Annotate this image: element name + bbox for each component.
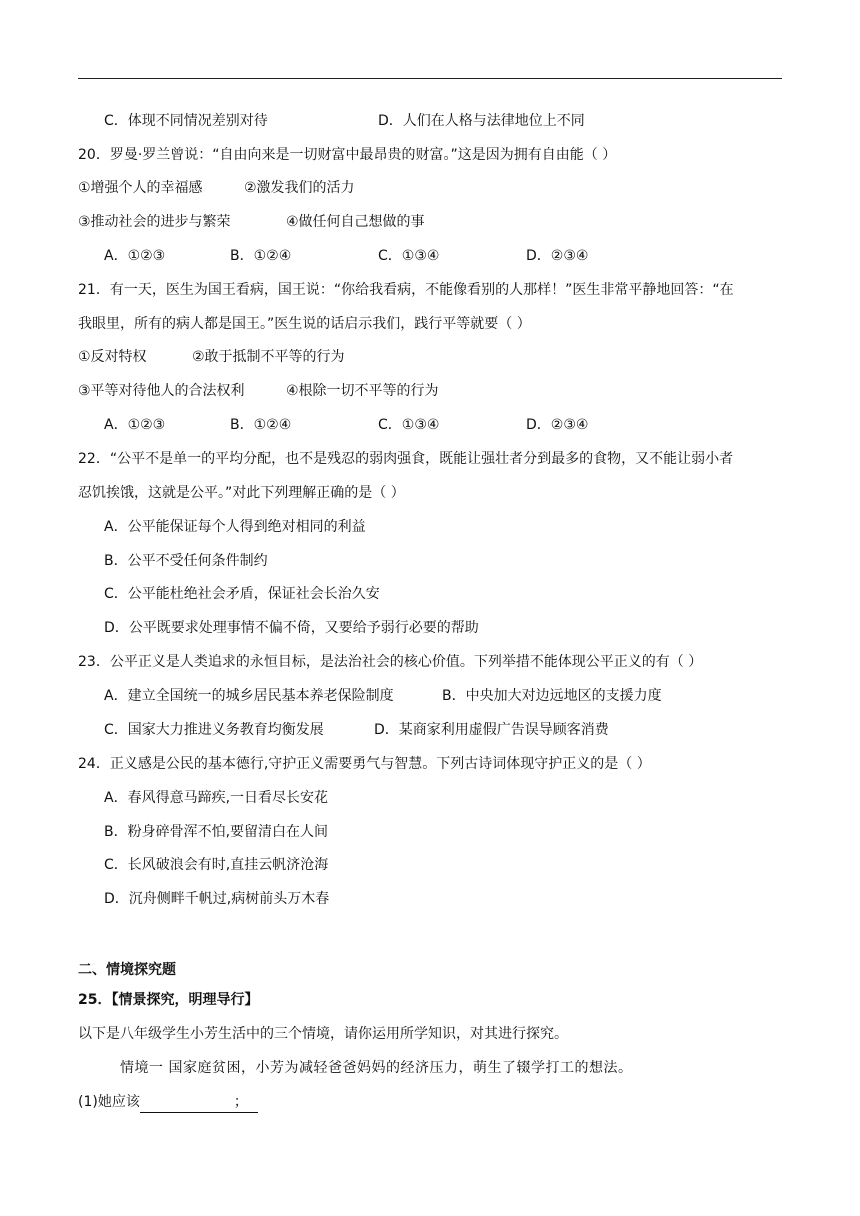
q21-option-d[interactable]: D．②③④ — [526, 417, 589, 433]
q25-sub1-blank[interactable] — [140, 1096, 224, 1113]
q24-option-d[interactable]: D．沉舟侧畔千帆过,病树前头万木春 — [104, 891, 330, 907]
q21-item-3: ③平等对待他人的合法权利 — [78, 383, 245, 399]
q22-stem-line1: 22．“公平不是单一的平均分配，也不是残忍的弱肉强食，既能让强壮者分到最多的食物，又不能让弱小者 — [78, 451, 734, 467]
q25-sub1-suffix: ； — [224, 1092, 258, 1113]
q20-option-a[interactable]: A．①②③ — [104, 248, 166, 264]
q21-item-4: ④根除一切不平等的行为 — [286, 383, 439, 399]
q20-stem: 20．罗曼·罗兰曾说：“自由向来是一切财富中最昂贵的财富。”这是因为拥有自由能（ ） — [78, 147, 617, 163]
q22-option-c[interactable]: C．公平能杜绝社会矛盾，保证社会长治久安 — [104, 586, 380, 602]
q21-option-b[interactable]: B．①②④ — [230, 417, 292, 433]
q25-sub1-prefix: (1)她应该 — [78, 1094, 140, 1110]
q20-item-4: ④做任何自己想做的事 — [286, 214, 425, 230]
q20-option-c[interactable]: C．①③④ — [378, 248, 440, 264]
q24-option-c[interactable]: C．长风破浪会有时,直挂云帆济沧海 — [104, 857, 329, 873]
q24-stem: 24．正义感是公民的基本德行,守护正义需要勇气与智慧。下列古诗词体现守护正义的是（ ） — [78, 756, 651, 772]
q24-option-a[interactable]: A．春风得意马蹄疾,一日看尽长安花 — [104, 790, 329, 806]
q21-item-1: ①反对特权 — [78, 349, 147, 365]
q22-option-a[interactable]: A．公平能保证每个人得到绝对相同的利益 — [104, 519, 366, 535]
q22-stem-line2: 忍饥挨饿，这就是公平。”对此下列理解正确的是（ ） — [78, 485, 405, 501]
q25-scenario-1: 情境一 国家庭贫困，小芳为减轻爸爸妈妈的经济压力，萌生了辍学打工的想法。 — [120, 1060, 633, 1076]
q20-item-2: ②激发我们的活力 — [244, 180, 355, 196]
q25-title: 25．【情景探究，明理导行】 — [78, 992, 259, 1008]
section-title: 二、情境探究题 — [78, 962, 176, 978]
q20-item-1: ①增强个人的幸福感 — [78, 180, 203, 196]
q25-intro: 以下是八年级学生小芳生活中的三个情境，请你运用所学知识，对其进行探究。 — [78, 1026, 568, 1042]
q21-stem-line1: 21．有一天，医生为国王看病，国王说：“你给我看病，不能像看别的人那样！”医生非常平静地回答：“在 — [78, 282, 734, 298]
q21-option-c[interactable]: C．①③④ — [378, 417, 440, 433]
q23-option-b[interactable]: B．中央加大对边远地区的支援力度 — [442, 688, 662, 704]
q23-option-d[interactable]: D．某商家利用虚假广告误导顾客消费 — [374, 722, 609, 738]
q21-item-2: ②敢于抵制不平等的行为 — [192, 349, 345, 365]
header-rule — [78, 78, 782, 79]
q20-option-b[interactable]: B．①②④ — [230, 248, 292, 264]
q23-option-a[interactable]: A．建立全国统一的城乡居民基本养老保险制度 — [104, 688, 394, 704]
q21-option-a[interactable]: A．①②③ — [104, 417, 166, 433]
q25-sub1 — [78, 1092, 258, 1113]
q20-item-3: ③推动社会的进步与繁荣 — [78, 214, 231, 230]
q19-option-c[interactable]: C．体现不同情况差别对待 — [104, 113, 268, 129]
q23-option-c[interactable]: C．国家大力推进义务教育均衡发展 — [104, 722, 324, 738]
q19-option-d[interactable]: D．人们在人格与法律地位上不同 — [378, 113, 585, 129]
q22-option-b[interactable]: B．公平不受任何条件制约 — [104, 553, 268, 569]
q24-option-b[interactable]: B．粉身碎骨浑不怕,要留清白在人间 — [104, 824, 329, 840]
q20-option-d[interactable]: D．②③④ — [526, 248, 589, 264]
q21-stem-line2: 我眼里，所有的病人都是国王。”医生说的话启示我们，践行平等就要（ ） — [78, 316, 531, 332]
q23-stem: 23．公平正义是人类追求的永恒目标，是法治社会的核心价值。下列举措不能体现公平正义的有（ ） — [78, 654, 703, 670]
q22-option-d[interactable]: D．公平既要求处理事情不偏不倚，又要给予弱行必要的帮助 — [104, 620, 479, 636]
